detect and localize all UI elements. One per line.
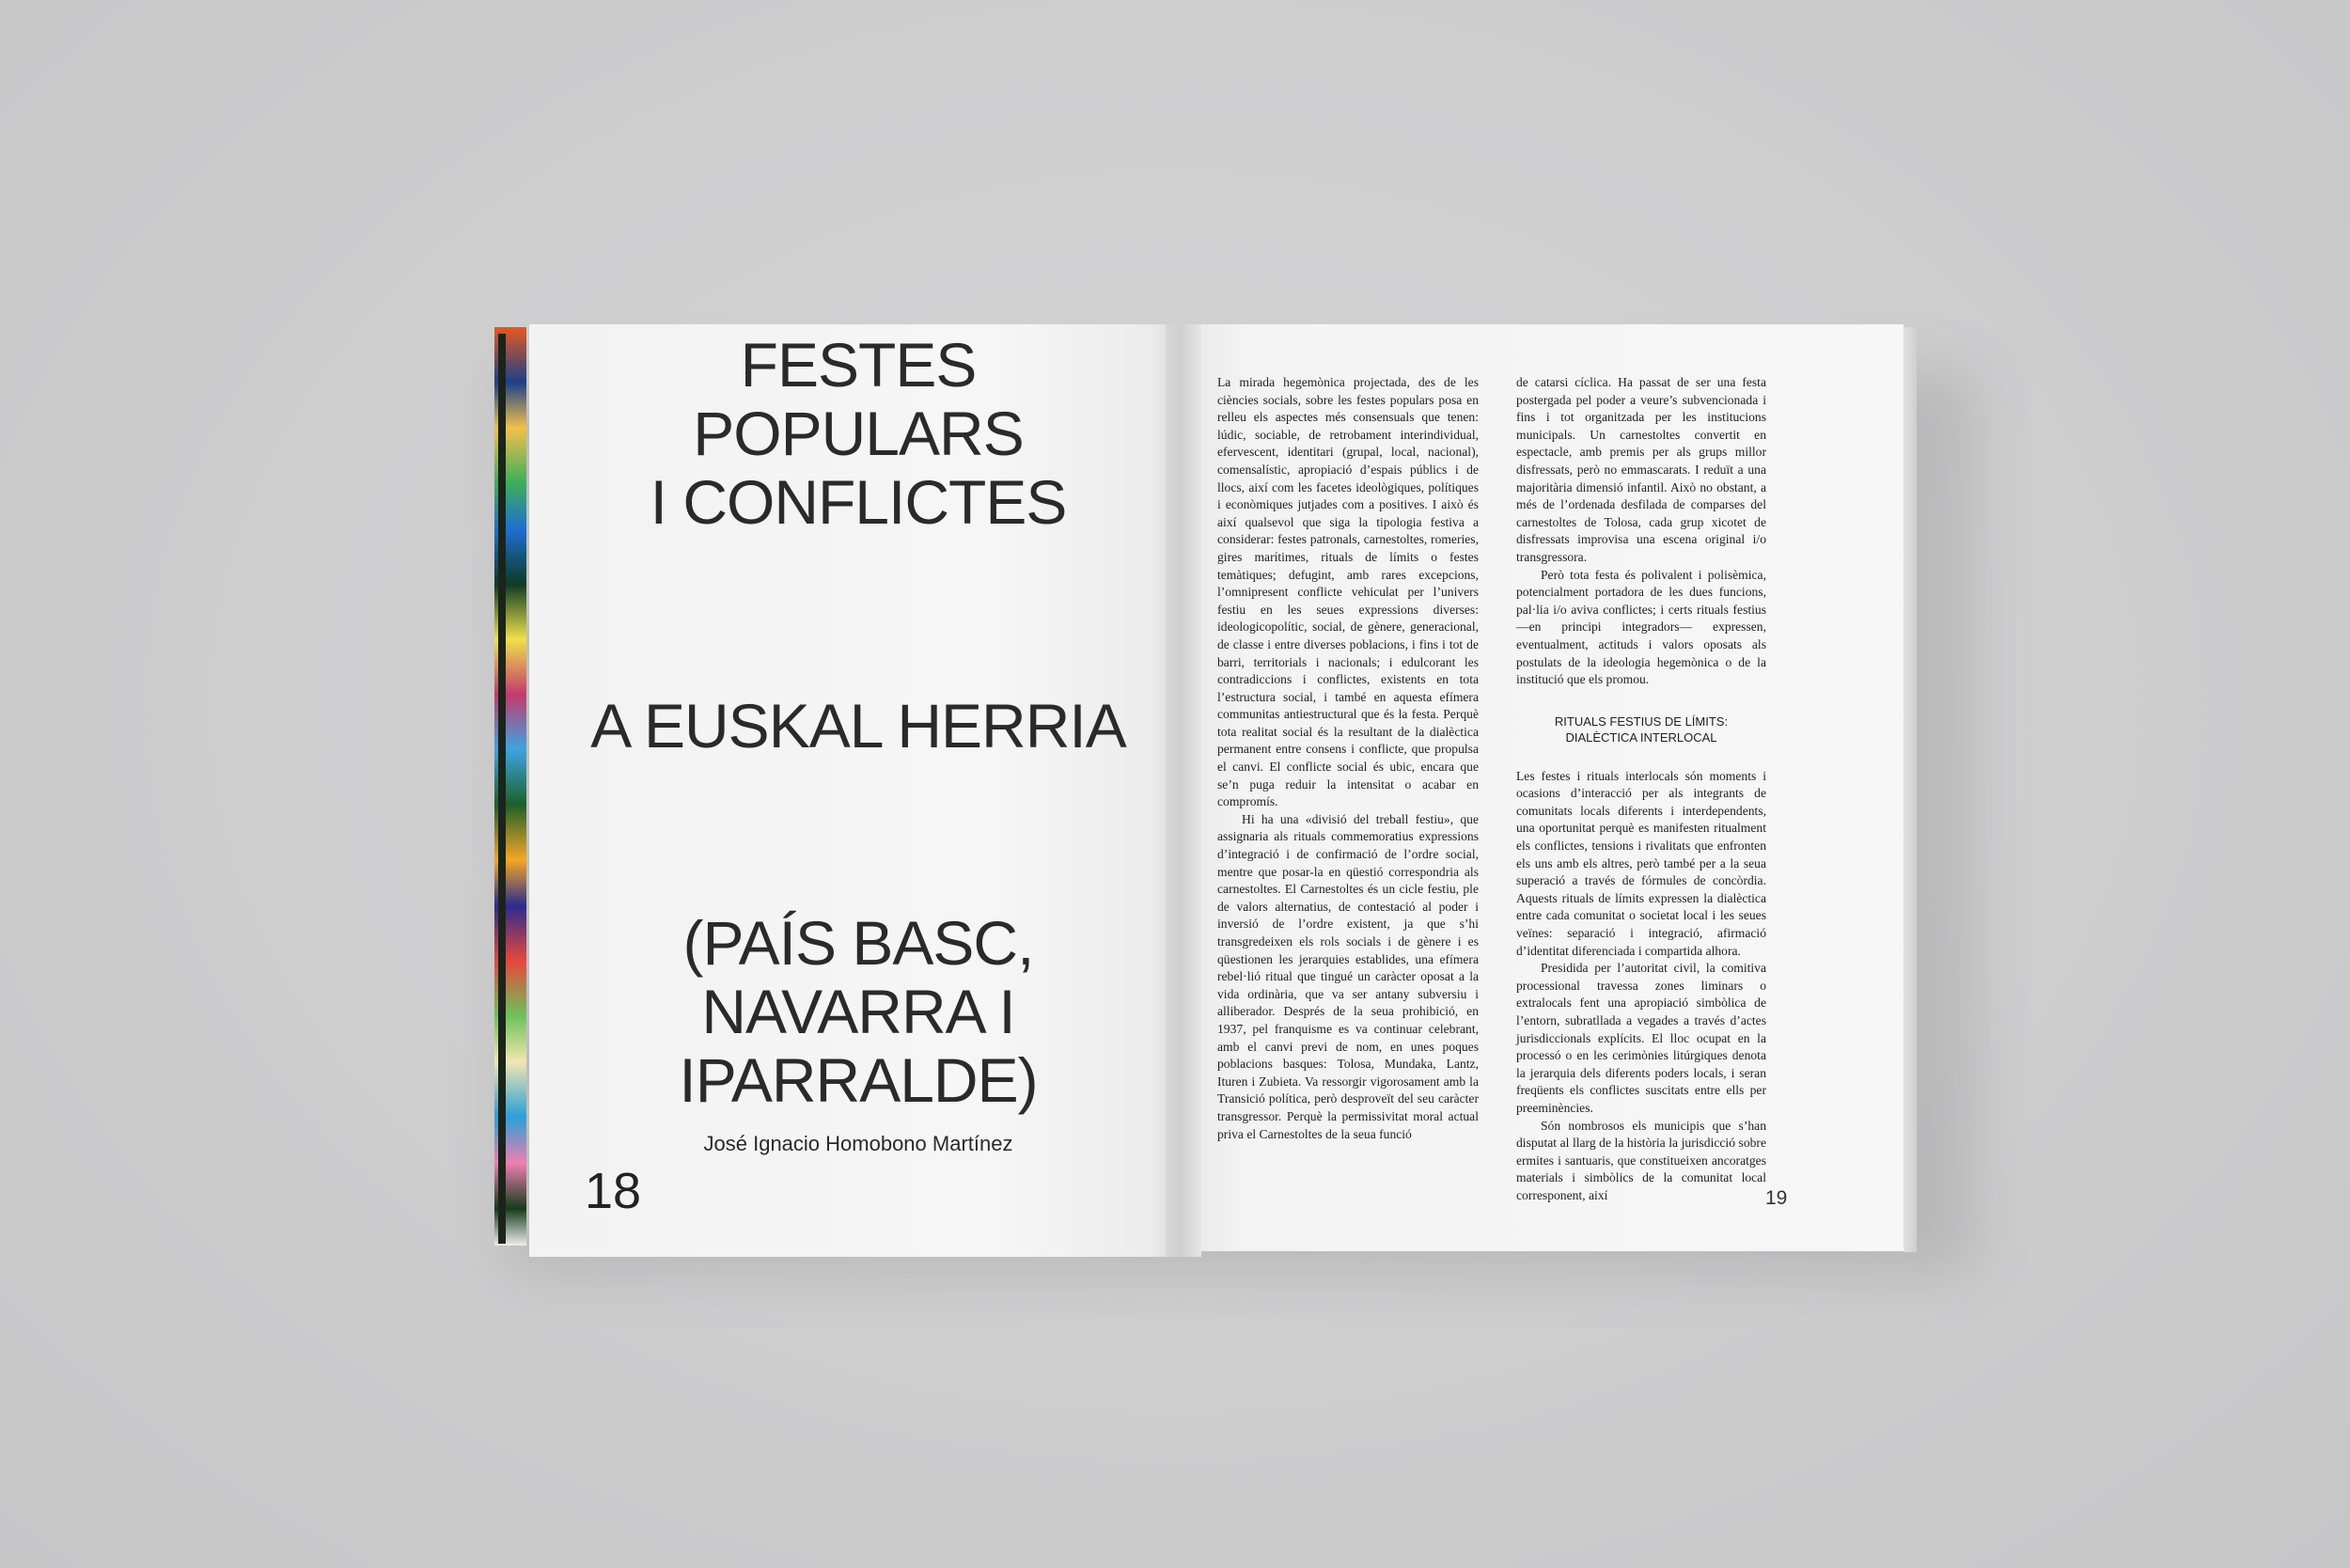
subtitle-line: A EUSKAL HERRIA xyxy=(590,691,1126,760)
paragraph: La mirada hegemònica projectada, des de les ciències socials, sobre les festes populars posa en relleu els aspectes més consensuals que tenen: lúdic, sociable, de retrobament interindividual, efervescent, identitari (grupal, local, nacional), comensalístic, apropiació d’espais públics i de llocs, així com les facetes ideològiques, polítiques i econòmiques jutjades com a positives. I això és així qualsevol que siga la tipologia festiva a considerar: festes patronals, carnestoltes, romeries, gires marítimes, rituals de límits o festes temàtiques; defugint, amb rares excepcions, l’omnipresent conflicte vehiculat per l’univers festiu en les seues expressions diverses: ideologicopolític, social, de gènere, generacional, de classe i entre diverses poblacions, i fins i tot de barri, territorials i nacionals; i edulcorant les contradiccions i conflictes, existents en tota l’estructura social, i també en aquesta efímera communitas antiestructural que és la festa. Perquè tota realitat social és la resultant de la dialèctica permanent entre consens i conflicte, que propulsa el canvi. El conflicte social és ubic, encara que se’n puga reduir la intensitat o acabar en compromís. xyxy=(1217,375,1479,809)
paragraph: Però tota festa és polivalent i polisèmica, potencialment portadora de les dues funcions, pal·lia i/o aviva conflictes; i certs rituals festius —en principi integradors— expressen, eventualment, actituds i valors oposats als postulats de la ideologia hegemònica o de la institució que els promou. xyxy=(1516,567,1766,687)
title-line: POPULARS xyxy=(693,399,1024,468)
title-line: I CONFLICTES xyxy=(650,467,1067,537)
page-stack-edge xyxy=(1904,327,1917,1252)
subheading-line: DIALÈCTICA INTERLOCAL xyxy=(1565,729,1717,745)
page-number-right: 19 xyxy=(1765,1187,1788,1209)
paragraph: Presidida per l’autoritat civil, la comitiva processional travessa zones liminars o extralocals fent una apropiació simbòlica de l’entorn, subratllada a vegades a través d’actes jurisdiccionals explícits. El lloc ocupat en la processó o en les cerimònies litúrgiques denota la jerarquia dels diferents poders locals, i seran freqüents els conflictes suscitats entre ells per preeminències. xyxy=(1516,961,1766,1115)
paragraph: Són nombrosos els municipis que s’han disputat al llarg de la història la jurisdicció sobre ermites i santuaris, que constitueixen ancoratges materials i simbòlics de la comunitat local corresponent, així xyxy=(1516,1118,1766,1202)
book-spine-edge xyxy=(498,334,506,1244)
article-title xyxy=(529,331,1187,537)
page-number-left: 18 xyxy=(585,1163,642,1219)
body-column-2 xyxy=(1516,374,1766,1205)
title-line: FESTES xyxy=(740,330,977,400)
region-line: NAVARRA I xyxy=(701,977,1015,1046)
region-line: IPARRALDE) xyxy=(679,1045,1038,1115)
body-column-1 xyxy=(1217,374,1479,1143)
paragraph: de catarsi cíclica. Ha passat de ser una festa postergada pel poder a veure’s subvencionada i fins i tot organitzada per les institucions municipals. Un carnestoltes convertit en espectacle, amb premis per als grups millor disfressats, però no emmascarats. I reduït a una majoritària dimensió infantil. Això no obstant, a més de l’ordenada desfilada de comparses del carnestoltes de Tolosa, cada grup xicotet de disfressats improvisa una escena original i/o transgressora. xyxy=(1516,375,1766,564)
author-name: José Ignacio Homobono Martínez xyxy=(703,1132,1013,1155)
article-region xyxy=(529,909,1187,1115)
paragraph: Hi ha una «divisió del treball festiu», que assignaria als rituals commemoratius expressions d’integració i de confirmació de l’ordre social, mentre que posar-la en qüestió correspondria als carnestoltes. El Carnestoltes és un cicle festiu, ple de valors alternatius, de contestació al poder i inversió de l’ordre existent, ja que s’hi transgredeixen els rols socials i de gènere i es qüestionen les jerarquies establides, una efímera rebel·lió ritual que tingué un caràcter oposat a la vida ordinària, que va ser antany subversiu i alliberador. Després de la seua prohibició, en 1937, pel franquisme es va continuar celebrant, amb el canvi previ de nom, en unes poques poblacions basques: Tolosa, Mundaka, Lantz, Ituren i Zubieta. Va ressorgir vigorosament amb la Transició política, però desproveït del seu caràcter transgressor. Perquè la permissivitat moral actual priva el Carnestoltes de la seua funció xyxy=(1217,811,1479,1141)
subheading-line: RITUALS FESTIUS DE LÍMITS: xyxy=(1554,713,1729,729)
region-line: (PAÍS BASC, xyxy=(682,908,1034,978)
paragraph: Les festes i rituals interlocals són moments i ocasions d’interacció per als integrants de comunitats locals diferents i interdependents, una oportunitat perquè es manifesten ritualment els conflictes, tensions i rivalitats que enfronten els uns amb els altres, però també per a la seua superació a través de fórmules de concòrdia. Aquests rituals de límits expressen la dialèctica entre cada comunitat o societat local i les seues veïnes: separació i integració, afirmació d’identitat diferenciada i compartida alhora. xyxy=(1516,768,1766,958)
section-subheading xyxy=(1516,713,1766,745)
article-subtitle xyxy=(529,692,1187,760)
